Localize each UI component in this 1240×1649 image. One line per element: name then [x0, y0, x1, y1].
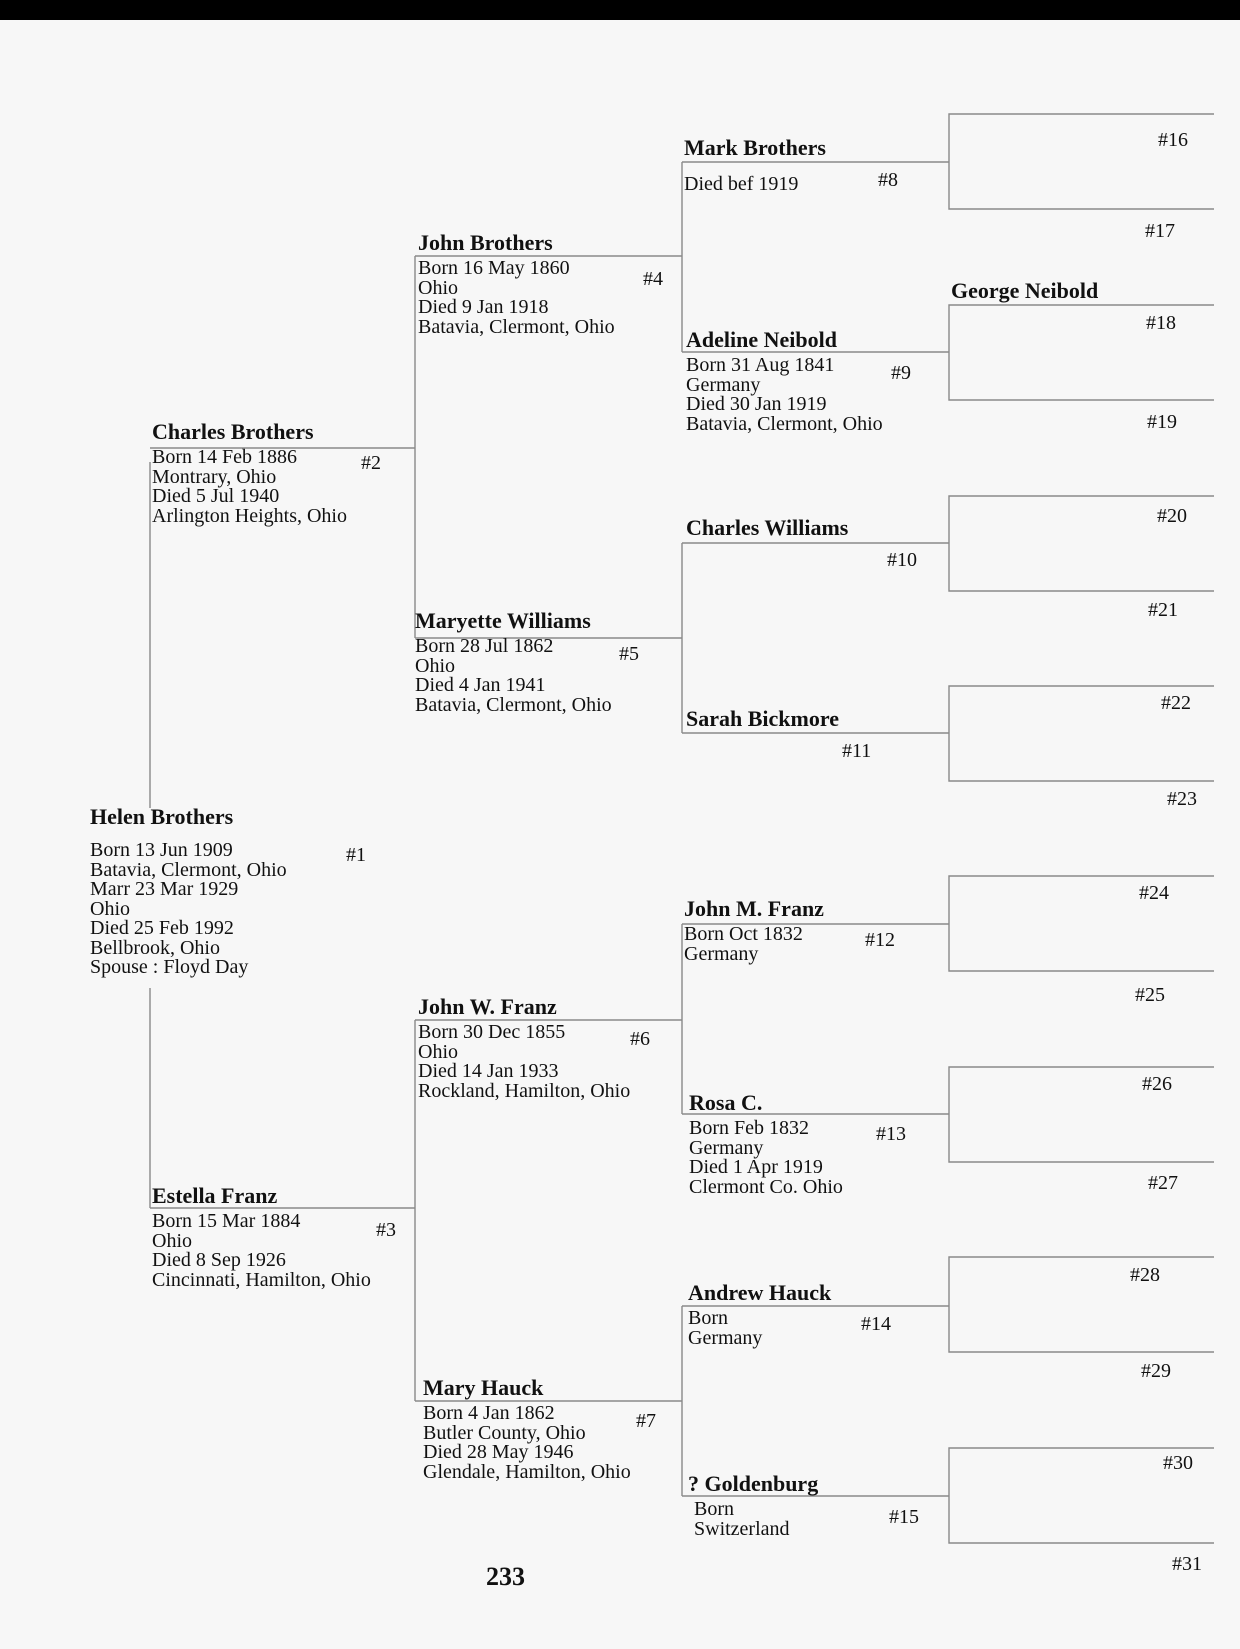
- person-details: [684, 175, 826, 195]
- detail-line: Born Oct 1832: [684, 923, 803, 945]
- person-1: [90, 805, 287, 978]
- detail-line: Born 14 Feb 1886: [152, 446, 297, 468]
- detail-line: Germany: [689, 1136, 764, 1159]
- gen5-number-30: #30: [1163, 1452, 1193, 1474]
- person-details: [415, 637, 612, 715]
- person-number: #15: [889, 1506, 919, 1528]
- detail-line: Born 16 May 1860: [418, 257, 570, 279]
- person-details: [90, 841, 287, 978]
- person-number: #14: [861, 1313, 891, 1335]
- person-number: #12: [865, 929, 895, 951]
- detail-line: Born: [694, 1498, 734, 1520]
- detail-line: Marr 23 Mar 1929: [90, 878, 239, 900]
- person-number: #2: [361, 452, 381, 474]
- detail-line: Montrary, Ohio: [152, 465, 277, 488]
- detail-line: Glendale, Hamilton, Ohio: [423, 1460, 631, 1483]
- detail-line: Batavia, Clermont, Ohio: [686, 412, 883, 435]
- detail-line: Switzerland: [694, 1517, 790, 1540]
- gen5-number-26: #26: [1142, 1073, 1172, 1095]
- detail-line: Died bef 1919: [684, 173, 799, 195]
- person-name: John M. Franz: [684, 896, 824, 921]
- person-11: [686, 707, 839, 731]
- detail-line: Butler County, Ohio: [423, 1421, 586, 1444]
- person-details: [686, 356, 883, 434]
- gen5-number-20: #20: [1157, 505, 1187, 527]
- detail-line: Born 31 Aug 1841: [686, 354, 835, 376]
- person-name: Mary Hauck: [423, 1375, 544, 1400]
- person-6: [418, 995, 630, 1101]
- person-details: [152, 1212, 371, 1290]
- person-2: [152, 420, 347, 526]
- person-details: [689, 1119, 843, 1197]
- person-number: #9: [891, 362, 911, 384]
- gen5-number-22: #22: [1161, 692, 1191, 714]
- person-number: #7: [636, 1410, 656, 1432]
- detail-line: Batavia, Clermont, Ohio: [418, 315, 615, 338]
- person-number: #3: [376, 1219, 396, 1241]
- person-details: [688, 1500, 818, 1539]
- person-name: Andrew Hauck: [688, 1280, 832, 1305]
- detail-line: Batavia, Clermont, Ohio: [90, 858, 287, 881]
- detail-line: Germany: [686, 373, 761, 396]
- detail-line: Died 9 Jan 1918: [418, 296, 549, 318]
- detail-line: Born 13 Jun 1909: [90, 839, 233, 861]
- person-name: Adeline Neibold: [686, 327, 837, 352]
- person-name: John W. Franz: [418, 994, 557, 1019]
- person-details: [418, 1023, 630, 1101]
- person-details: [152, 448, 347, 526]
- gen5-number-21: #21: [1148, 599, 1178, 621]
- person-name: Rosa C.: [689, 1090, 763, 1115]
- gen5-number-31: #31: [1172, 1553, 1202, 1575]
- detail-line: Germany: [688, 1326, 763, 1349]
- gen5-number-18: #18: [1146, 312, 1176, 334]
- person-number: #11: [842, 740, 872, 762]
- detail-line: Born 30 Dec 1855: [418, 1021, 566, 1043]
- gen5-number-17: #17: [1145, 220, 1175, 242]
- gen5-number-27: #27: [1148, 1172, 1178, 1194]
- person-4: [418, 231, 615, 337]
- person-name: Mark Brothers: [684, 135, 826, 160]
- detail-line: Ohio: [152, 1229, 192, 1252]
- detail-line: Clermont Co. Ohio: [689, 1175, 843, 1198]
- gen5-number-28: #28: [1130, 1264, 1160, 1286]
- person-name: Charles Williams: [686, 515, 849, 540]
- detail-line: Ohio: [90, 897, 130, 920]
- detail-line: Died 28 May 1946: [423, 1441, 574, 1463]
- person-3: [152, 1184, 371, 1290]
- detail-line: Born: [688, 1307, 728, 1329]
- detail-line: Died 4 Jan 1941: [415, 674, 546, 696]
- detail-line: Born 28 Jul 1862: [415, 635, 554, 657]
- person-number: #6: [630, 1028, 650, 1050]
- detail-line: Ohio: [415, 654, 455, 677]
- person-number: #13: [876, 1123, 906, 1145]
- detail-line: Germany: [684, 942, 759, 965]
- person-5: [415, 609, 612, 715]
- person-number: #10: [887, 549, 917, 571]
- gen5-number-16: #16: [1158, 129, 1188, 151]
- person-details: [423, 1404, 631, 1482]
- page-number: 233: [486, 1562, 525, 1591]
- person-10: [686, 516, 848, 540]
- gen5-number-25: #25: [1135, 984, 1165, 1006]
- person-number: #4: [643, 268, 663, 290]
- person-14: [688, 1281, 831, 1348]
- person-8: [684, 136, 826, 195]
- detail-line: Spouse : Floyd Day: [90, 956, 249, 978]
- detail-line: Died 8 Sep 1926: [152, 1249, 286, 1271]
- person-name: Helen Brothers: [90, 804, 234, 829]
- person-12: [684, 897, 824, 964]
- detail-line: Bellbrook, Ohio: [90, 936, 220, 959]
- person-7: [423, 1376, 631, 1482]
- detail-line: Rockland, Hamilton, Ohio: [418, 1079, 631, 1102]
- person-details: [688, 1309, 831, 1348]
- gen5-number-24: #24: [1139, 882, 1169, 904]
- detail-line: Died 1 Apr 1919: [689, 1156, 823, 1178]
- detail-line: Died 30 Jan 1919: [686, 393, 827, 415]
- gen5-number-19: #19: [1147, 411, 1177, 433]
- person-name: Estella Franz: [152, 1183, 278, 1208]
- detail-line: Born 15 Mar 1884: [152, 1210, 301, 1232]
- detail-line: Died 25 Feb 1992: [90, 917, 234, 939]
- detail-line: Ohio: [418, 276, 458, 299]
- person-number: #1: [346, 844, 366, 866]
- detail-line: Born 4 Jan 1862: [423, 1402, 555, 1424]
- person-name: John Brothers: [418, 230, 553, 255]
- person-9: [686, 328, 883, 434]
- person-13: [689, 1091, 843, 1197]
- detail-line: Born Feb 1832: [689, 1117, 809, 1139]
- detail-line: Died 5 Jul 1940: [152, 485, 280, 507]
- person-name: Sarah Bickmore: [686, 706, 839, 731]
- gen5-number-29: #29: [1141, 1360, 1171, 1382]
- detail-line: Batavia, Clermont, Ohio: [415, 693, 612, 716]
- person-number: #8: [878, 169, 898, 191]
- person-15: [688, 1472, 818, 1539]
- person-name: Charles Brothers: [152, 419, 314, 444]
- person-name: ? Goldenburg: [688, 1471, 819, 1496]
- detail-line: Ohio: [418, 1040, 458, 1063]
- detail-line: Arlington Heights, Ohio: [152, 504, 347, 527]
- person-details: [418, 259, 615, 337]
- person-name: Maryette Williams: [415, 608, 591, 633]
- person-number: #5: [619, 643, 639, 665]
- detail-line: Died 14 Jan 1933: [418, 1060, 559, 1082]
- person-18-name: George Neibold: [951, 278, 1099, 303]
- gen5-number-23: #23: [1167, 788, 1197, 810]
- detail-line: Cincinnati, Hamilton, Ohio: [152, 1268, 371, 1291]
- person-details: [684, 925, 824, 964]
